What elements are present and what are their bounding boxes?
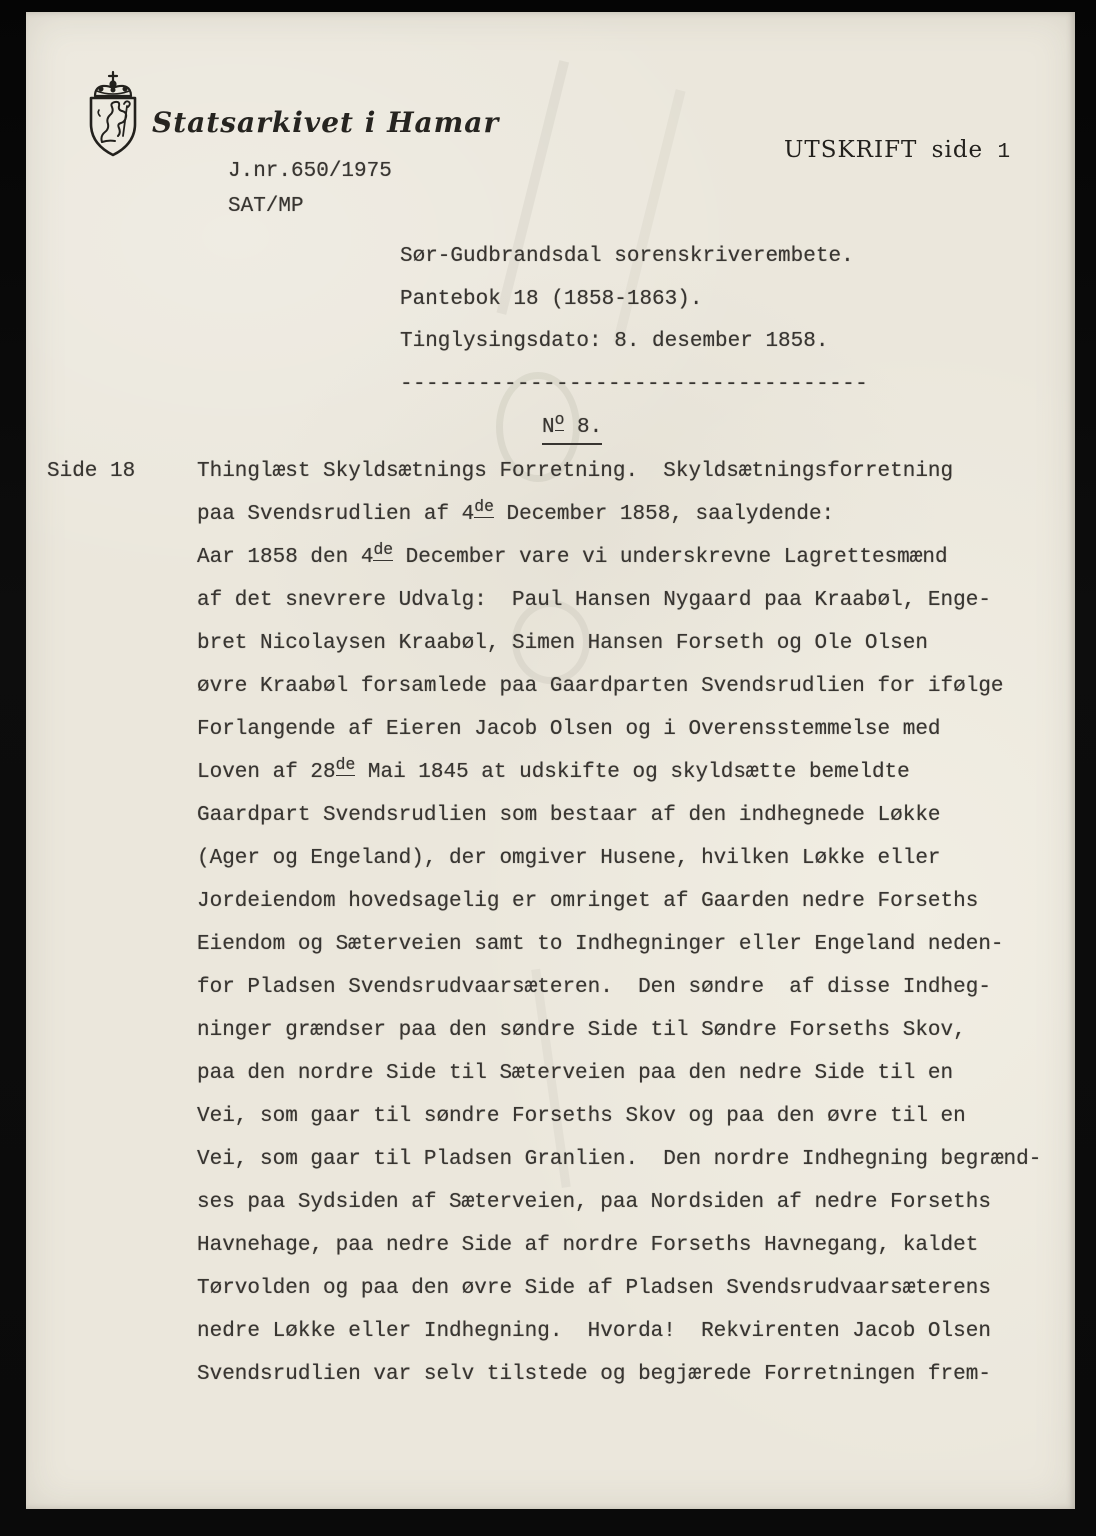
body-line: paa den nordre Side til Sæterveien paa den nedre Side til en	[197, 1062, 954, 1085]
body-line: Jordeiendom hovedsagelig er omringet af Gaarden nedre Forseths	[197, 890, 979, 913]
archive-name: Statsarkivet i Hamar	[152, 106, 500, 139]
body-line: af det snevrere Udvalg: Paul Hansen Nygaard paa Kraabøl, Enge-	[197, 589, 991, 612]
source-line: Sør-Gudbrandsdal sorenskriverembete.	[400, 245, 854, 268]
body-line: Eiendom og Sæterveien samt to Indhegninger eller Engeland neden-	[197, 933, 1004, 956]
body-line: ninger grændser paa den søndre Side til Søndre Forseths Skov,	[197, 1019, 966, 1042]
body-line: Aar 1858 den 4de December vare vi underskrevne Lagrettesmænd	[197, 540, 948, 569]
entry-number-heading: $N^o$ 8.	[542, 416, 602, 439]
body-line: Vei, som gaar til Pladsen Granlien. Den nordre Indhegning begrænd-	[197, 1148, 1042, 1171]
body-line: Vei, som gaar til søndre Forseths Skov og paa den øvre til en	[197, 1105, 966, 1128]
transcript-label	[784, 137, 1010, 164]
body-line: (Ager og Engeland), der omgiver Husene, hvilken Løkke eller	[197, 847, 941, 870]
body-line: Havnehage, paa nedre Side af nordre Forseths Havnegang, kaldet	[197, 1234, 979, 1257]
clerk-initials: SAT/MP	[228, 195, 304, 218]
body-line: paa Svendsrudlien af 4de December 1858, saalydende:	[197, 497, 835, 526]
margin-page-label: Side 18	[47, 460, 136, 483]
body-line: bret Nicolaysen Kraabøl, Simen Hansen Forseth og Ole Olsen	[197, 632, 928, 655]
body-line: Tørvolden og paa den øvre Side af Pladsen Svendsrudvaarsæterens	[197, 1277, 991, 1300]
body-line: for Pladsen Svendsrudvaarsæteren. Den søndre af disse Indheg-	[197, 976, 991, 999]
body-line: Gaardpart Svendsrudlien som bestaar af den indhegnede Løkke	[197, 804, 941, 827]
transcript-body	[197, 450, 1087, 1396]
source-reference-block	[400, 236, 868, 406]
page-number: 1	[997, 141, 1011, 164]
body-line: øvre Kraabøl forsamlede paa Gaardparten Svendsrudlien for ifølge	[197, 675, 1004, 698]
coat-of-arms-icon	[82, 70, 144, 160]
document-page	[26, 12, 1075, 1509]
divider-dashes: ------------------------------------	[400, 372, 869, 396]
body-line: Svendsrudlien var selv tilstede og begjærede Forretningen frem-	[197, 1363, 991, 1386]
body-line: ses paa Sydsiden af Sæterveien, paa Nordsiden af nedre Forseths	[197, 1191, 991, 1214]
source-line: Pantebok 18 (1858-1863).	[400, 287, 703, 311]
journal-number: J.nr.650/1975	[228, 160, 392, 183]
body-line: Thinglæst Skyldsætnings Forretning. Skyldsætningsforretning	[197, 460, 954, 483]
source-line: Tinglysingsdato: 8. desember 1858.	[400, 330, 829, 353]
transcript-title: UTSKRIFT side	[784, 137, 984, 163]
body-line: Loven af 28de Mai 1845 at udskifte og skyldsætte bemeldte	[197, 755, 910, 784]
body-line: nedre Løkke eller Indhegning. Hvorda! Rekvirenten Jacob Olsen	[197, 1320, 991, 1343]
body-line: Forlangende af Eieren Jacob Olsen og i Overensstemmelse med	[197, 718, 941, 741]
